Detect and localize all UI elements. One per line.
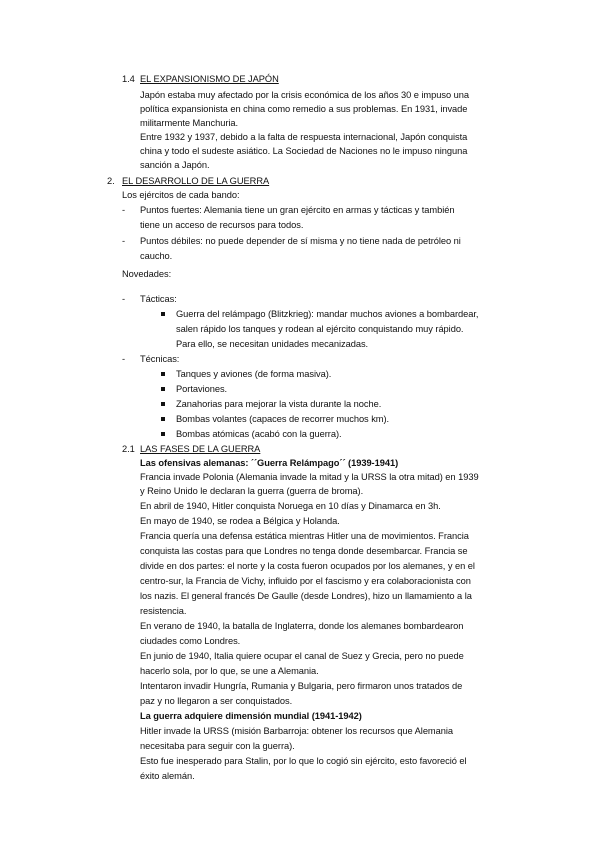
square-bullet-icon (161, 312, 165, 316)
tecnicas-label: Técnicas: (140, 354, 180, 364)
list-item-line: Para ello, se necesitan unidades mecanizadas. (176, 339, 369, 349)
list-item-line: Portaviones. (176, 384, 228, 394)
section-title-fases: LAS FASES DE LA GUERRA (140, 444, 261, 454)
paragraph-line: militarmente Manchuria. (140, 118, 239, 128)
list-item-line: Puntos débiles: no puede depender de sí misma y no tiene nada de petróleo ni (140, 236, 461, 246)
list-item-line: Puntos fuertes: Alemania tiene un gran ejército en armas y tácticas y también (140, 205, 455, 215)
list-item-line: Zanahorias para mejorar la vista durante la noche. (176, 399, 382, 409)
subheading-ofensivas: Las ofensivas alemanas: ´´Guerra Relámpago´´ (1939-1941) (140, 458, 399, 468)
paragraph-line: Francia invade Polonia (Alemania invade la mitad y la URSS la otra mitad) en 1939 (140, 472, 479, 482)
paragraph-line: Esto fue inesperado para Stalin, por lo que lo cogió sin ejército, esto favoreció el (140, 756, 467, 766)
section-number-2-1: 2.1 (122, 444, 135, 454)
paragraph-line: conquista las costas para que Londres no tenga donde desembarcar. Francia se (140, 546, 468, 556)
list-item-line: caucho. (140, 251, 173, 261)
paragraph-line: En junio de 1940, Italia quiere ocupar el canal de Suez y Grecia, pero no puede (140, 651, 464, 661)
tacticas-label: Tácticas: (140, 294, 177, 304)
paragraph-line: divide en dos partes: el norte y la costa fueron ocupados por los alemanes, y en el (140, 561, 475, 571)
paragraph-line: Intentaron invadir Hungría, Rumania y Bulgaria, pero firmaron unos tratados de (140, 681, 463, 691)
section-title-desarrollo: EL DESARROLLO DE LA GUERRA (122, 176, 270, 186)
list-item-line: salen rápido los tanques y rodean al ejército conquistando muy rápido. (176, 324, 464, 334)
list-item-line: Guerra del relámpago (Blitzkrieg): mandar muchos aviones a bombardear, (176, 309, 479, 319)
dash-bullet: - (122, 205, 126, 215)
paragraph-line: En abril de 1940, Hitler conquista Noruega en 10 días y Dinamarca en 3h. (140, 501, 441, 511)
paragraph-line: En verano de 1940, la batalla de Inglaterra, donde los alemanes bombardearon (140, 621, 464, 631)
paragraph-line: hacerlo sola, por lo que, se une a Alemania. (140, 666, 319, 676)
list-item-line: Bombas atómicas (acabó con la guerra). (176, 429, 342, 439)
paragraph-line: y Reino Unido le declaran la guerra (guerra de broma). (140, 486, 364, 496)
list-item-line: Bombas volantes (capaces de recorrer muchos km). (176, 414, 390, 424)
paragraph-line: china y todo el sudeste asiático. La Sociedad de Naciones no le impuso ninguna (140, 146, 468, 156)
paragraph-line: En mayo de 1940, se rodea a Bélgica y Holanda. (140, 516, 340, 526)
paragraph-line: éxito alemán. (140, 771, 195, 781)
square-bullet-icon (161, 372, 165, 376)
paragraph-line: Hitler invade la URSS (misión Barbarroja: obtener los recursos que Alemania (140, 726, 454, 736)
square-bullet-icon (161, 432, 165, 436)
paragraph-line: Francia quería una defensa estática mientras Hitler una de movimientos. Francia (140, 531, 469, 541)
section-number-1-4: 1.4 (122, 74, 135, 84)
subheading-dimension-mundial: La guerra adquiere dimensión mundial (1941-1942) (140, 711, 362, 721)
list-item-line: tiene un acceso de recursos para todos. (140, 220, 304, 230)
paragraph-line: ciudades como Londres. (140, 636, 241, 646)
intro-line: Los ejércitos de cada bando: (122, 190, 240, 200)
square-bullet-icon (161, 387, 165, 391)
paragraph-line: los nazis. El general francés De Gaulle (desde Londres), hizo un llamamiento a la (140, 591, 472, 601)
section-title-expansionismo: EL EXPANSIONISMO DE JAPÓN (140, 74, 279, 84)
paragraph-line: resistencia. (140, 606, 187, 616)
dash-bullet: - (122, 236, 126, 246)
paragraph-line: necesitaba para seguir con la guerra). (140, 741, 295, 751)
section-number-2: 2. (107, 176, 115, 186)
square-bullet-icon (161, 402, 165, 406)
paragraph-line: política expansionista en china como remedio a sus problemas. En 1931, invade (140, 104, 468, 114)
paragraph-line: sanción a Japón. (140, 160, 210, 170)
paragraph-line: paz y no llegaron a ser conquistados. (140, 696, 293, 706)
paragraph-line: Japón estaba muy afectado por la crisis económica de los años 30 e impuso una (140, 90, 469, 100)
novedades-label: Novedades: (122, 269, 172, 279)
paragraph-line: Entre 1932 y 1937, debido a la falta de respuesta internacional, Japón conquista (140, 132, 468, 142)
dash-bullet: - (122, 354, 126, 364)
dash-bullet: - (122, 294, 126, 304)
list-item-line: Tanques y aviones (de forma masiva). (176, 369, 332, 379)
paragraph-line: centro-sur, la Francia de Vichy, influido por el fascismo y era colaboracionista con (140, 576, 471, 586)
square-bullet-icon (161, 417, 165, 421)
